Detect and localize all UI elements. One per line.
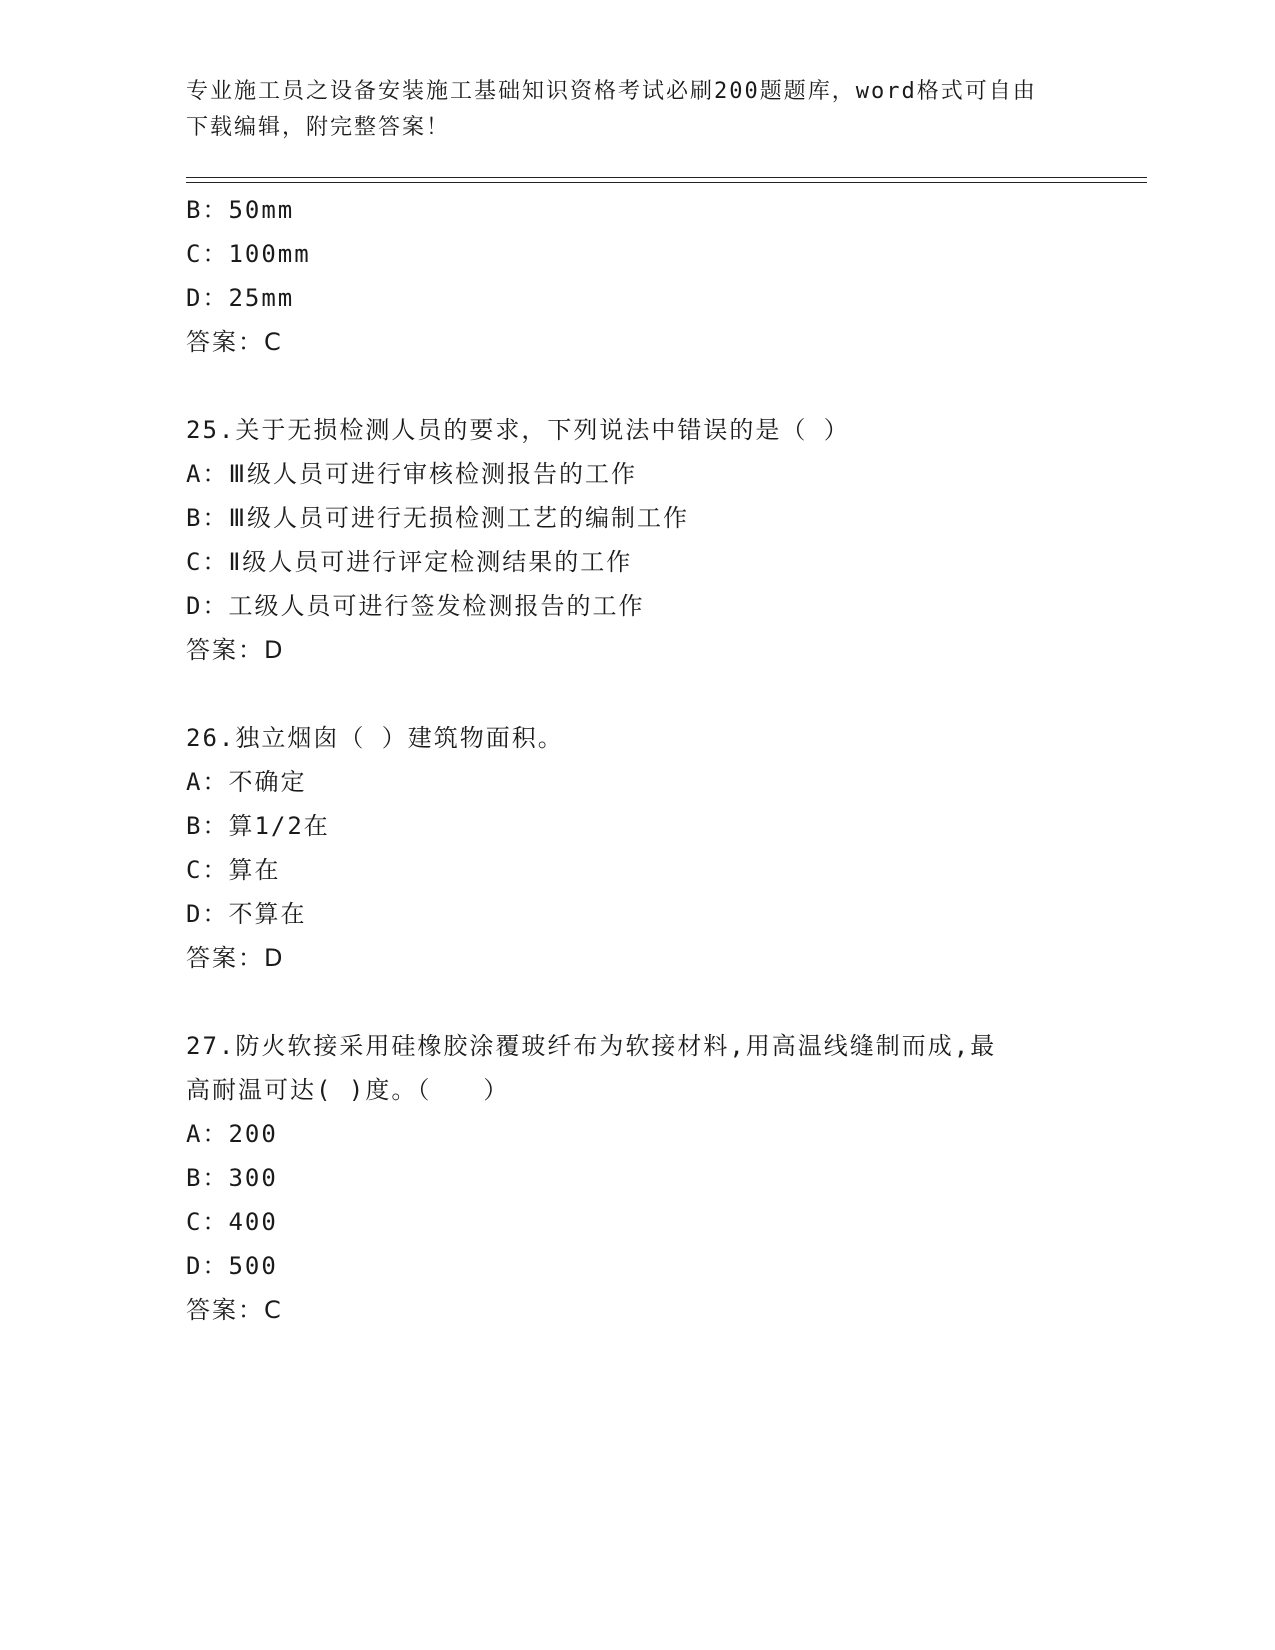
q26-stem: 26.独立烟囱（ ）建筑物面积。	[186, 724, 564, 752]
q27-option-b: B：300	[186, 1164, 278, 1192]
q25-option-a: A：Ⅲ级人员可进行审核检测报告的工作	[186, 460, 637, 488]
header-line-2: 下载编辑，附完整答案！	[186, 115, 451, 140]
q25-answer: 答案：D	[186, 636, 285, 664]
q26-answer: 答案：D	[186, 944, 285, 972]
q27-option-d: D：500	[186, 1252, 278, 1280]
q24-option-c: C：100mm	[186, 240, 311, 268]
q24-option-d: D：25mm	[186, 284, 295, 312]
header-divider-top	[186, 177, 1147, 178]
q25-option-c: C：Ⅱ级人员可进行评定检测结果的工作	[186, 548, 633, 576]
q26-option-d: D：不算在	[186, 900, 307, 928]
q27-answer: 答案：C	[186, 1296, 283, 1324]
q25-option-d: D：工级人员可进行签发检测报告的工作	[186, 592, 645, 620]
q27-option-c: C：400	[186, 1208, 278, 1236]
q26-option-c: C：算在	[186, 856, 281, 884]
q24-answer: 答案：C	[186, 328, 283, 356]
header-divider-bottom	[186, 182, 1147, 183]
q27-option-a: A：200	[186, 1120, 278, 1148]
q24-option-b: B：50mm	[186, 196, 295, 224]
header-line-1: 专业施工员之设备安装施工基础知识资格考试必刷200题题库，word格式可自由	[186, 79, 1037, 104]
q25-stem: 25.关于无损检测人员的要求，下列说法中错误的是（ ）	[186, 416, 850, 444]
document-header	[186, 74, 1066, 146]
q27-stem-line-1: 27.防火软接采用硅橡胶涂覆玻纤布为软接材料,用高温线缝制而成,最	[186, 1032, 997, 1060]
q26-option-b: B：算1/2在	[186, 812, 330, 840]
q27-stem-line-2: 高耐温可达( )度。（ ）	[186, 1076, 510, 1104]
q26-option-a: A：不确定	[186, 768, 307, 796]
q25-option-b: B：Ⅲ级人员可进行无损检测工艺的编制工作	[186, 504, 689, 532]
